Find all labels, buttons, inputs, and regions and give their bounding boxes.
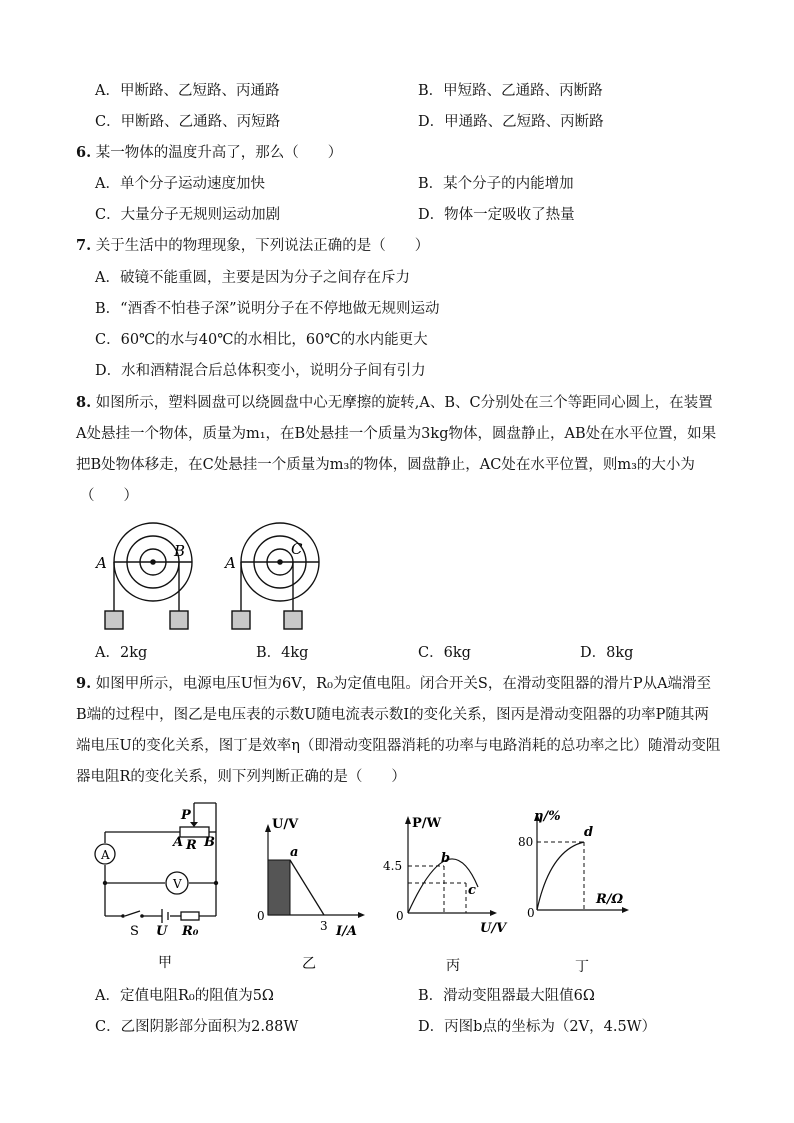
q5-option-c: C．甲断路、乙通路、丙短路: [95, 114, 281, 130]
ding-point-d: d: [584, 825, 594, 840]
q9-stem-line1: [76, 674, 711, 694]
q6-stem: 某一物体的温度升高了，那么（ ）: [95, 145, 343, 161]
q8-left-label-b: B: [174, 542, 186, 560]
ding-y-axis-label: η/%: [534, 809, 561, 824]
q8-text-1: 如图所示，塑料圆盘可以绕圆盘中心无摩擦的旋转,A、B、C分别处在三个等距同心圆上，在装置: [95, 395, 713, 411]
q7-option-b: B．“酒香不怕巷子深”说明分子在不停地做无规则运动: [95, 301, 440, 317]
yi-y-axis-label: U/V: [272, 817, 299, 832]
q7-stem-line: [76, 236, 429, 256]
q9-text-2: B端的过程中，图乙是电压表的示数U随电流表示数I的变化关系，图丙是滑动变阻器的功率P随其两: [76, 707, 709, 723]
q8-text-4: （ ）: [80, 488, 138, 504]
q9-text-4: 器电阻R的变化关系，则下列判断正确的是（ ）: [76, 769, 406, 785]
q5-option-a: A．甲断路、乙短路、丙通路: [95, 83, 280, 99]
q6-option-b: B．某个分子的内能增加: [418, 176, 574, 192]
q8-disk-right: [232, 523, 319, 629]
q8-right-label-c: C: [291, 540, 303, 558]
shaded-area: [268, 860, 290, 915]
q8-text-3: 把B处物体移走，在C处悬挂一个质量为m₃的物体，圆盘静止，AC处在水平位置，则m₃的大小为: [76, 457, 695, 473]
q8-option-a: A．2kg: [95, 645, 148, 661]
q7-stem: 关于生活中的物理现象，下列说法正确的是（ ）: [95, 238, 430, 254]
caption-yi: 乙: [302, 956, 316, 972]
voltmeter-label: V: [173, 877, 182, 891]
q6-option-d: D．物体一定吸收了热量: [418, 207, 575, 223]
ding-x-axis-label: R/Ω: [596, 892, 624, 907]
ding-y-tick: 80: [518, 835, 534, 849]
slider-label-p: P: [181, 808, 191, 823]
resistor-label-r0: R₀: [182, 924, 199, 939]
q7-option-c: C．60℃的水与40℃的水相比，60℃的水内能更大: [95, 332, 428, 348]
ammeter-label: A: [101, 848, 110, 862]
q6-number: 6.: [76, 144, 92, 161]
q9-option-c: C．乙图阴影部分面积为2.88W: [95, 1019, 299, 1035]
q8-text-2: A处悬挂一个物体，质量为m₁，在B处悬挂一个质量为3kg物体，圆盘静止，AB处在水平位置，如果: [76, 426, 717, 442]
q9-option-d: D．丙图b点的坐标为（2V，4.5W）: [418, 1019, 657, 1035]
q9-option-a: A．定值电阻R₀的阻值为5Ω: [95, 988, 274, 1004]
q7-option-d: D．水和酒精混合后总体积变小，说明分子间有引力: [95, 363, 426, 379]
q6-stem-line: [76, 143, 342, 163]
bing-point-b: b: [441, 851, 451, 866]
yi-origin: 0: [257, 909, 265, 923]
q8-number: 8.: [76, 394, 92, 411]
bing-y-tick: 4.5: [383, 859, 403, 873]
q9-text-1: 如图甲所示，电源电压U恒为6V，R₀为定值电阻。闭合开关S，在滑动变阻器的滑片P从A端滑至: [95, 676, 712, 692]
rheostat-end-a: A: [173, 835, 184, 850]
bing-y-axis-label: P/W: [412, 816, 442, 831]
q9-circuit-figure: [90, 795, 230, 975]
caption-ding: 丁: [575, 959, 589, 975]
q8-figure: [90, 510, 340, 635]
yi-x-axis-label: I/A: [336, 924, 357, 939]
ding-origin: 0: [527, 906, 535, 920]
q6-option-a: A．单个分子运动速度加快: [95, 176, 265, 192]
yi-x-tick: 3: [320, 919, 328, 933]
q8-right-label-a: A: [225, 554, 236, 572]
q9-graph-yi: [250, 810, 370, 975]
yi-point-a: a: [290, 845, 299, 860]
q5-option-b: B．甲短路、乙通路、丙断路: [418, 83, 603, 99]
bing-point-c: c: [468, 883, 476, 898]
q8-disk-left: [105, 523, 192, 629]
q9-option-b: B．滑动变阻器最大阻值6Ω: [418, 988, 595, 1004]
q9-number: 9.: [76, 675, 92, 692]
q5-option-d: D．甲通路、乙短路、丙断路: [418, 114, 604, 130]
q7-option-a: A．破镜不能重圆，主要是因为分子之间存在斥力: [95, 270, 410, 286]
switch-label-s: S: [130, 924, 139, 939]
q8-option-c: C．6kg: [418, 645, 471, 661]
caption-bing: 丙: [446, 958, 460, 974]
caption-jia: 甲: [158, 955, 172, 971]
rheostat-end-b: B: [204, 835, 215, 850]
q7-number: 7.: [76, 237, 92, 254]
q8-left-label-a: A: [96, 554, 107, 572]
rheostat-label-r: R: [186, 838, 197, 853]
q8-option-d: D．8kg: [580, 645, 634, 661]
q9-text-3: 端电压U的变化关系，图丁是效率η（即滑动变阻器消耗的功率与电路消耗的总功率之比）随滑动变阻: [76, 738, 721, 754]
q9-graph-bing: [380, 810, 510, 975]
bing-x-axis-label: U/V: [480, 921, 507, 936]
source-label-u: U: [156, 924, 168, 939]
q6-option-c: C．大量分子无规则运动加剧: [95, 207, 281, 223]
bing-origin: 0: [396, 909, 404, 923]
q8-option-b: B．4kg: [256, 645, 309, 661]
q8-stem-line1: [76, 393, 713, 413]
q9-graph-ding: [510, 805, 640, 975]
